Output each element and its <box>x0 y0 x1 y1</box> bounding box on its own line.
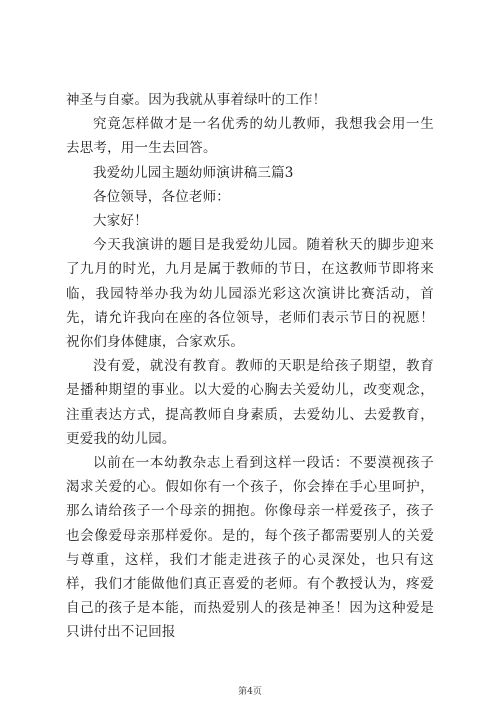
salutation: 各位领导，各位老师： <box>93 188 230 205</box>
paragraph: 没有爱，就没有教育。教师的天职是给孩子期望，教育是播种期望的事业。以大爱的心胸去关爱幼儿，改变观念，注重表达方式，提高教师自身素质，去爱幼儿、去爱教育，更爱我的幼儿园。 <box>66 358 434 447</box>
paragraph: 今天我演讲的题目是我爱幼儿园。随着秋天的脚步迎来了九月的时光，九月是属于教师的节日，在这教师节即将来临，我园特举办我为幼儿园添光彩这次演讲比赛活动，首先，请允许我向在座的各位领导，老师们表示节日的祝愿！祝你们身体健康，合家欢乐。 <box>66 237 434 351</box>
page-number: 第4页 <box>238 687 262 697</box>
paragraph: 神圣与自豪。因为我就从事着绿叶的工作！ <box>66 92 327 108</box>
paragraph: 究竟怎样做才是一名优秀的幼儿教师，我想我会用一生去思考，用一生去回答。 <box>66 116 434 157</box>
paragraph: 以前在一本幼教杂志上看到这样一段话：不要漠视孩子渴求关爱的心。假如你有一个孩子，你会捧在手心里呵护，那么请给孩子一个母亲的拥抱。你像母亲一样爱孩子，孩子也会像爱母亲那样爱你。是的，每个孩子都需要别人的关爱与尊重，这样，我们才能走进孩子的心灵深处，也只有这样，我们才能做他们真正喜爱的老师。有个教授认为，疼爱自己的孩子是本能，而热爱别人的孩是神圣！因为这种爱是只讲付出不记回报 <box>66 455 434 641</box>
section-heading: 我爱幼儿园主题幼师演讲稿三篇3 <box>93 164 294 181</box>
document-body <box>66 88 434 645</box>
greeting: 大家好！ <box>93 213 148 230</box>
